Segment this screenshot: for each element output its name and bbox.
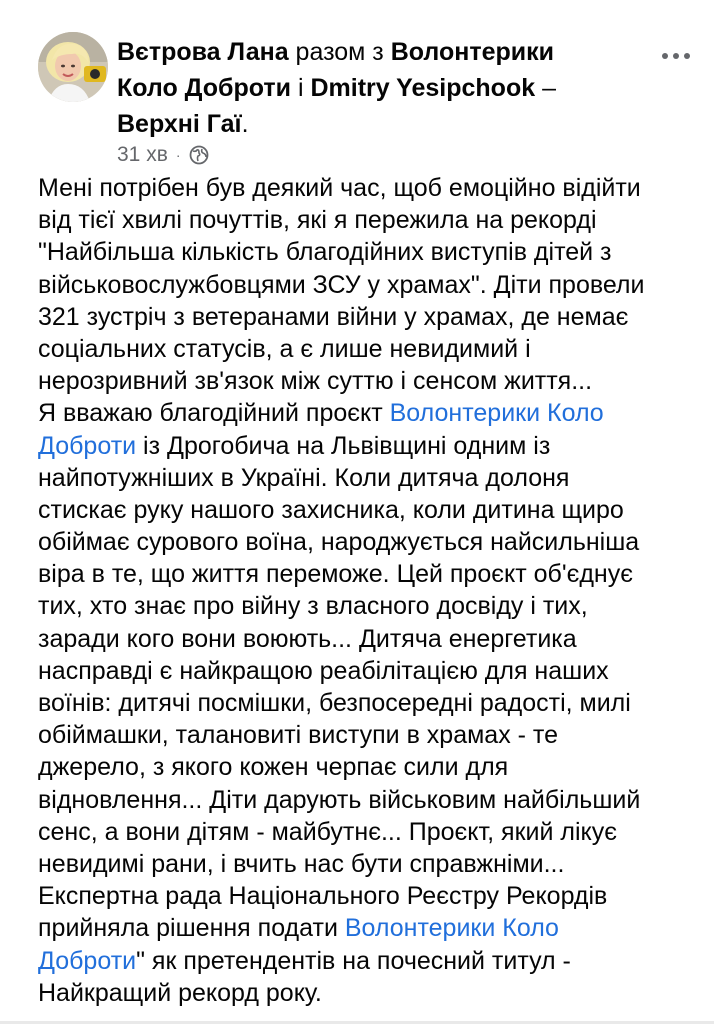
and-text: і xyxy=(291,74,311,102)
meta-separator: · xyxy=(175,147,181,163)
post-body-line xyxy=(38,397,708,429)
body-text-segment: "Найбільша кількість благодійних виступів дітей з xyxy=(38,238,612,267)
post-body-line xyxy=(38,172,708,204)
body-text-segment: Мені потрібен був деякий час, щоб емоційно відійти xyxy=(38,174,641,202)
body-text-segment: віра в те, що життя переможе. Цей проєкт об'єднує xyxy=(38,560,633,589)
body-text-segment: прийняла рішення подати xyxy=(38,914,345,943)
post-body-line xyxy=(38,687,708,719)
body-text-segment: соціальних статусів, а є лише невидимий і xyxy=(38,334,531,363)
post-body-line xyxy=(38,880,708,912)
body-text-segment: Я вважаю благодійний проєкт xyxy=(38,399,390,428)
post-body-line xyxy=(38,204,708,236)
post-body-line xyxy=(38,333,708,365)
avatar-photo xyxy=(38,32,108,102)
body-text-segment: із Дрогобича на Львівщині одним із xyxy=(136,431,551,460)
body-text-segment: заради кого вони воюють... Дитяча енергетика xyxy=(38,624,577,653)
post-body-line xyxy=(38,494,708,526)
body-text-segment: нерозривний зв'язок між суттю і сенсом життя... xyxy=(38,367,593,396)
author-name-link[interactable]: Вєтрова Лана xyxy=(117,38,289,66)
more-options-button[interactable] xyxy=(656,44,696,68)
more-options-icon-dot xyxy=(684,53,690,59)
tagged-person-link[interactable]: Dmitry Yesipchook xyxy=(310,74,536,102)
tagged-page-link[interactable]: Волонтерики Коло Доброти xyxy=(117,38,555,102)
body-text-segment: тих, хто знає про війну з власного досвіду і тих, xyxy=(38,592,588,621)
post-body-line xyxy=(38,848,708,880)
post-body-line xyxy=(38,365,708,397)
title-period: . xyxy=(241,110,249,138)
post-body-line xyxy=(38,623,708,655)
more-options-icon xyxy=(662,53,668,59)
body-text-segment: стискає руку нашого захисника, коли дитина щиро xyxy=(38,495,624,524)
post-body-line xyxy=(38,912,708,944)
body-text-segment: насправді є найкращою реабілітацією для наших xyxy=(38,656,609,685)
post-body-line xyxy=(38,430,708,462)
page-mention-link[interactable]: Волонтерики Коло xyxy=(344,914,559,943)
post-meta xyxy=(117,142,209,168)
globe-icon[interactable] xyxy=(189,145,209,165)
body-text-segment: від тієї хвилі почуттів, які я пережила на рекорді xyxy=(38,206,597,235)
body-text-segment: 321 зустріч з ветеранами війни у храмах, де немає xyxy=(38,302,629,331)
body-text-segment: джерело, з якого кожен черпає сили для xyxy=(38,753,509,782)
body-text-segment: обіймашки, талановиті виступи в храмах - те xyxy=(38,721,558,750)
body-text-segment: невидимі рани, і вчить нас бути справжніми... xyxy=(38,849,565,878)
post-body-line xyxy=(38,751,708,783)
body-text-segment: сенс, а вони дітям - майбутнє... Проєкт, який лікує xyxy=(38,817,618,846)
body-text-segment: Найкращий рекорд року. xyxy=(38,978,322,1007)
body-text-segment: Експертна рада Національного Реєстру Рекордів xyxy=(38,882,608,911)
page-mention-link[interactable]: Доброти xyxy=(38,431,137,460)
post-body-line xyxy=(38,590,708,622)
post-body-line xyxy=(38,816,708,848)
post-body-line xyxy=(38,977,708,1009)
more-options-icon-dot xyxy=(673,53,679,59)
post-body-line xyxy=(38,462,708,494)
post-body-text xyxy=(38,172,708,1009)
post-body-line xyxy=(38,526,708,558)
body-text-segment: найпотужніших в Україні. Коли дитяча долоня xyxy=(38,463,570,492)
body-text-segment: військовослужбовцями ЗСУ у храмах". Діти провели xyxy=(38,270,645,299)
post-body-line xyxy=(38,945,708,977)
post-body-line xyxy=(38,558,708,590)
body-text-segment: відновлення... Діти дарують військовим найбільший xyxy=(38,785,641,814)
post-body-line xyxy=(38,784,708,816)
with-text: разом з xyxy=(288,38,391,66)
post-body-line xyxy=(38,236,708,268)
body-text-segment: " як претендентів на почесний титул - xyxy=(136,946,571,975)
body-text-segment: воїнів: дитячі посмішки, безпосередні радості, милі xyxy=(38,689,631,717)
author-avatar[interactable] xyxy=(38,32,108,102)
post-timestamp[interactable]: 31 хв xyxy=(117,143,168,166)
post-title xyxy=(117,34,617,142)
post-header xyxy=(38,30,678,170)
body-text-segment: обіймає сурового воїна, народжується найсильніша xyxy=(38,528,640,557)
post-body-line xyxy=(38,655,708,687)
page-mention-link[interactable]: Доброти xyxy=(38,946,137,975)
dash-text: – xyxy=(535,74,556,102)
post-body-line xyxy=(38,269,708,301)
location-link[interactable]: Верхні Гаї xyxy=(117,110,242,138)
post-body-line xyxy=(38,719,708,751)
page-mention-link[interactable]: Волонтерики Коло xyxy=(389,399,604,428)
post-body-line xyxy=(38,301,708,333)
